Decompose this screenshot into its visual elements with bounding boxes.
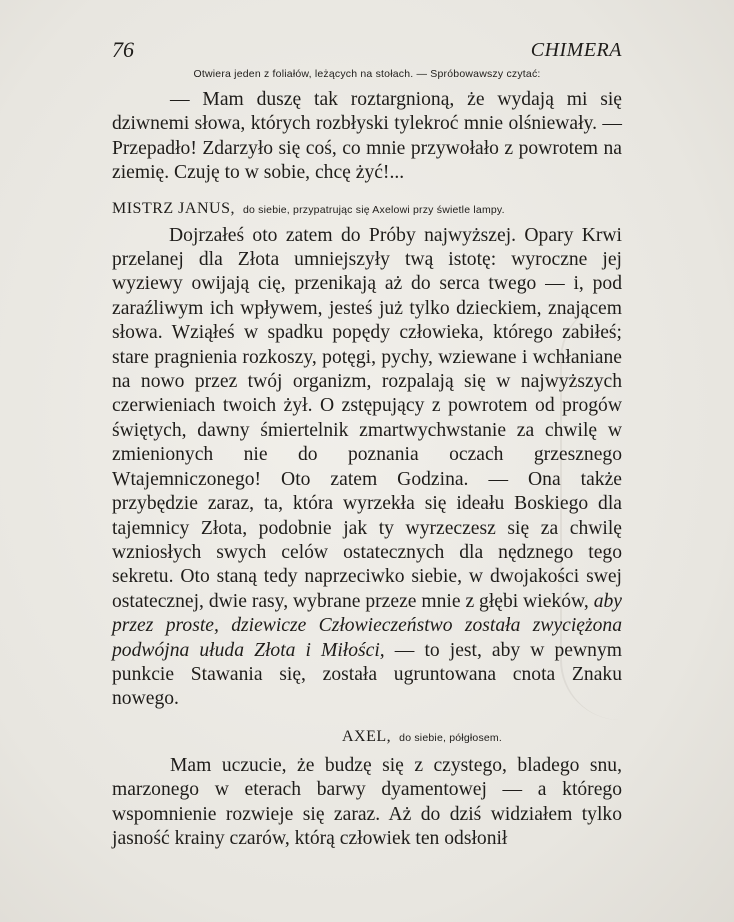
speaker-line-janus [112, 200, 622, 218]
speaker-line-axel [112, 728, 622, 746]
page-body [112, 68, 622, 851]
paragraph-text: — to jest, aby w pewnym punkcie Stawania się, została ugruntowana cnota Znaku nowego. [112, 639, 622, 710]
speaker-direction: do siebie, przypatrując się Axelowi przy świetle lampy. [242, 203, 505, 216]
paragraph-text: Dojrzałeś oto zatem do Próby najwyższej. Opary Krwi przelanej dla Złota umniejszyły twą istotę: wyroczne jej wyziewy owijają cię, przenikają aż do serca twego — i, pod zaraźliwym ich wpływem, jesteś już tylko dzieckiem, znającem słowa. Wziąłeś w spadku popędy człowieka, którego zabiłeś; stare pragnienia rozkoszy, potęgi, pychy, wziewane i wchłaniane na nowo przez twój organizm, rozpalają się w najwyższych czerwieniach twoich żył. O zstępujący z powrotem od progów świętych, dawny śmiertelnik zmartwychwstanie za chwilę w zmienionych nie do poznania oczach grzesznego Wtajemniczonego! Oto zatem Godzina. — Ona także przybędzie zaraz, ta, która wyrzekła się ideału Boskiego dla tajemnicy Złota, podobnie jak ty wyrzeczesz się za chwilę wzniosłych swych celów ostatecznych dla nędznego tego sekretu. Oto staną tedy naprzeciwko siebie, w dwojakości swej ostatecznej, dwie rasy, wybrane przeze mnie z głębi wieków, [112, 224, 622, 612]
paragraph [112, 224, 622, 712]
running-title: CHIMERA [530, 39, 622, 61]
speaker-direction: do siebie, półgłosem. [399, 731, 502, 744]
page-number: 76 [112, 37, 134, 62]
paragraph-italic-text: aby przez proste, dziewicze Człowieczeństwo została zwyciężona podwójna ułuda Złota i Miłości, [112, 590, 622, 661]
page-header [112, 37, 622, 65]
paragraph: — Mam duszę tak roztargnioną, że wydają mi się dziwnemi słowa, których rozbłyski tylekroć mnie olśniewały. — Przepadło! Zdarzyło się coś, co mnie przywołało z powrotem na ziemię. Czuję to w sobie, chcę żyć!... [112, 89, 622, 184]
stage-direction: Otwiera jeden z foliałów, leżących na stołach. — Spróbowawszy czytać: [193, 68, 541, 80]
paragraph: Mam uczucie, że budzę się z czystego, bladego snu, marzonego w eterach barwy dyamentowej — a którego wspomnienie rozwieje się zaraz. Aż do dziś widziałem tylko jasność krainy czarów, którą człowiek ten odsłonił [112, 754, 622, 849]
speaker-name: AXEL, [342, 727, 392, 745]
speaker-name: MISTRZ JANUS, [112, 199, 235, 217]
